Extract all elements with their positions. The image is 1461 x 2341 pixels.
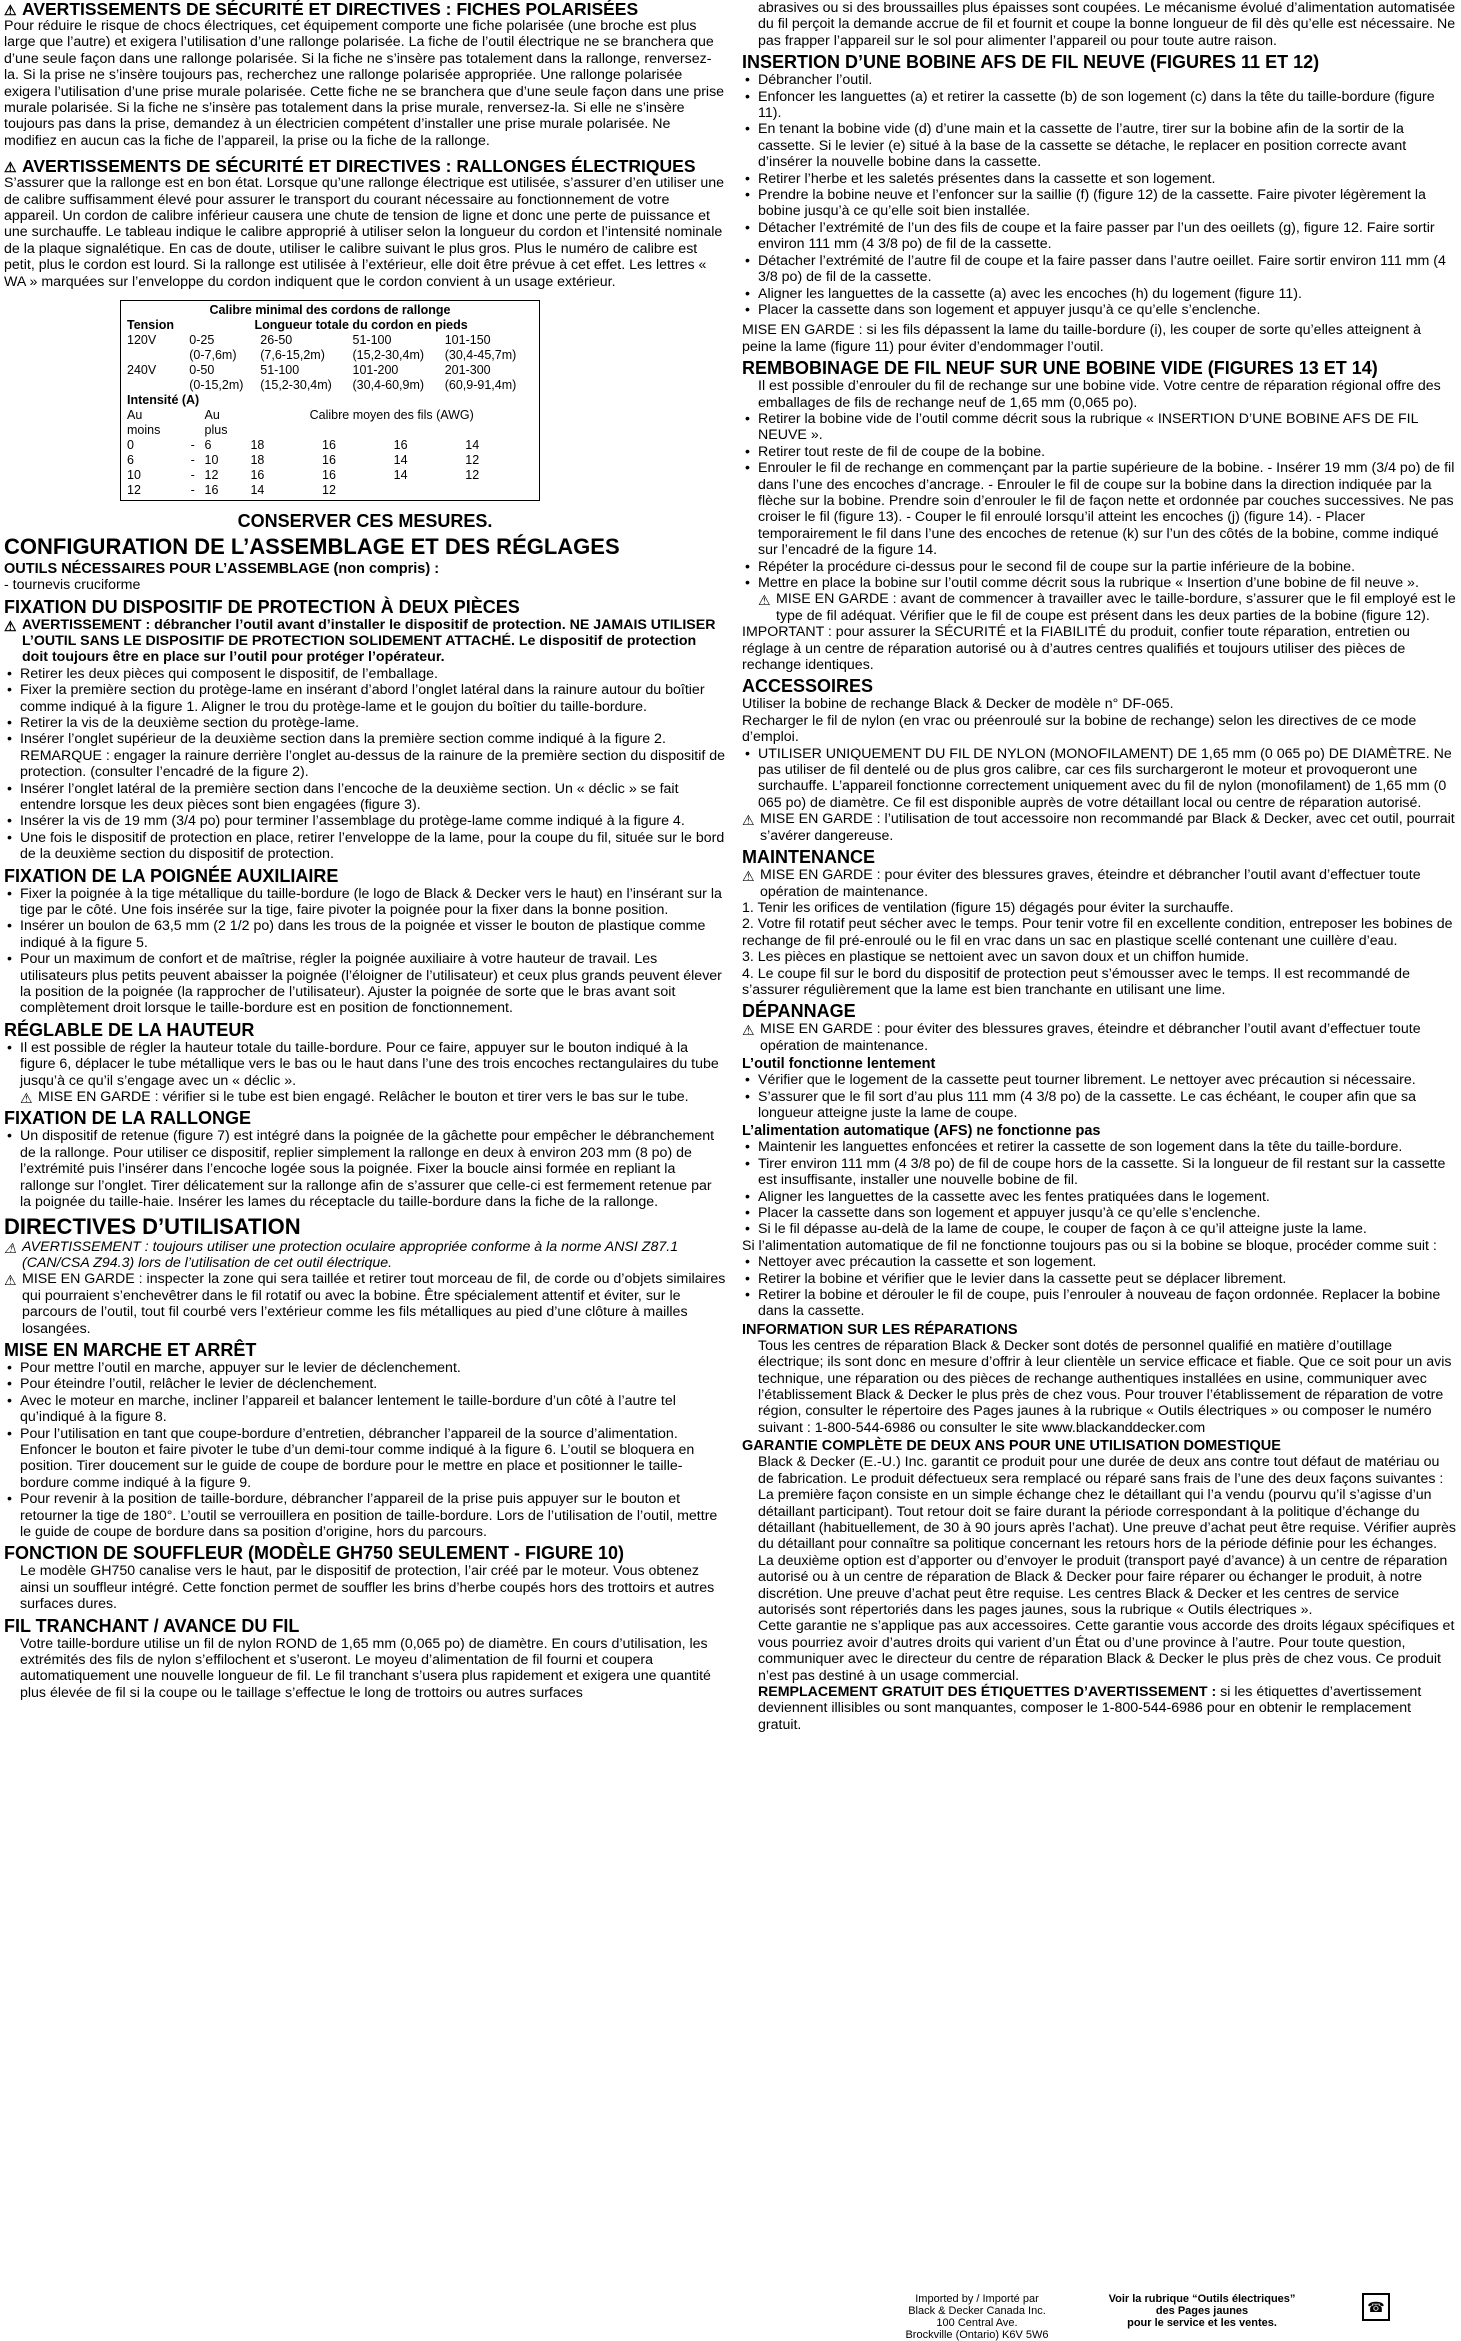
table-header-au: Au <box>204 408 220 423</box>
accessories-list <box>742 746 1456 812</box>
operation-heading: DIRECTIVES D’UTILISATION <box>4 1213 301 1239</box>
list-item: • En tenant la bobine vide (d) d’une main et la cassette de l’autre, tirer sur la bobine afin de la sortir de la cassette. Si le levier (e) situé à la base de la cassette se détache, le replacer en position correcte avant d’insérer la nouvelle bobine dans la cassette. <box>742 121 1456 170</box>
list-item: • Retirer la vis de la deuxième section du protège-lame. <box>4 715 726 731</box>
list-item: • Aligner les languettes de la cassette (a) avec les encoches (h) du logement (figure 11). <box>742 286 1456 302</box>
warranty-p4: Cette garantie ne s’applique pas aux accessoires. Cette garantie vous accorde des droits légaux spécifiques et vous pourriez avoir d’autres droits qui varient d’un État ou d’une province à l’autre. Pour toute question, communiquer avec le directeur du centre de réparation Black & Decker le plus près de chez vous. Ce produit n’est pas destiné à un usage commercial. <box>758 1618 1455 1684</box>
left-column <box>4 0 726 2297</box>
warranty-p1: Black & Decker (E.-U.) Inc. garantit ce produit pour une durée de deux ans contre tout défaut de matériau ou de fabrication. Le produit défectueux sera remplacé ou réparé sans frais de l’une des deux façons suivantes : <box>758 1454 1444 1487</box>
warranty-heading: GARANTIE COMPLÈTE DE DEUX ANS POUR UNE UTILISATION DOMESTIQUE <box>742 1438 1281 1455</box>
list-item: • Fixer la première section du protège-lame en insérant d’abord l’onglet latéral dans la rainure autour du boîtier comme indiqué à la figure 1. Aligner le trou du protège-lame et le goujon du boîtier du taille-bordure. <box>4 682 726 715</box>
maintenance-warning: ⚠ MISE EN GARDE : pour éviter des blessures graves, éteindre et débrancher l’outil avant d’effectuer toute opération de maintenance. <box>742 867 1421 900</box>
right-column <box>742 0 1456 2341</box>
spool-insert-steps <box>742 72 1456 318</box>
handle-steps <box>4 886 726 1017</box>
table-row: 0 - 6 18 16 16 14 <box>127 438 480 453</box>
list-item: • Un dispositif de retenue (figure 7) est intégré dans la poignée de la gâchette pour empêcher le débranchement de la rallonge. Pour utiliser ce dispositif, replier simplement la rallonge en deux à environ 203 mm (8 po) de l’extrémité puis l’insérer dans l’encoche logée sous la poignée. Fixer la boucle ainsi formée en repliant la rallonge sur l’onglet. Tirer délicatement sur la rallonge afin de s’assurer que celle-ci est fermement retenue par la poignée du taille-haie. Insérer les lames du réceptacle du taille-bordure dans la fiche de la rallonge. <box>4 1128 726 1210</box>
warning-triangle-icon: ⚠ <box>4 159 17 176</box>
tools-heading: OUTILS NÉCESSAIRES POUR L’ASSEMBLAGE (non compris) : <box>4 561 440 578</box>
list-item: • Avec le moteur en marche, incliner l’appareil et balancer lentement le taille-bordure d’un côté à l’autre tel qu’indiqué à la figure 8. <box>4 1393 726 1426</box>
list-item: • Retirer l’herbe et les saletés présentes dans la cassette et son logement. <box>742 171 1456 187</box>
cord-retainer-heading: FIXATION DE LA RALLONGE <box>4 1108 251 1129</box>
list-item: • Vérifier que le logement de la cassette peut tourner librement. Le nettoyer avec précaution si nécessaire. <box>742 1072 1456 1088</box>
afs-steps <box>742 1139 1456 1237</box>
list-item: • Pour l’utilisation en tant que coupe-bordure d’entretien, débrancher l’appareil de la source d’alimentation. Enfoncer le bouton et faire pivoter le tube d’un demi-tour comme indiqué à la figure 6. L’outil se bloquera en position. Tirer doucement sur le guide de coupe de bordure pour le mettre en place et positionner le taille-bordure comme indiqué à la figure 9. <box>4 1426 726 1492</box>
list-item: • Insérer un boulon de 63,5 mm (2 1/2 po) dans les trous de la poignée et visser le bouton de plastique comme indiqué à la figure 5. <box>4 918 726 951</box>
list-item: • Retirer la bobine et dérouler le fil de coupe, puis l’enrouler à nouveau de façon ordonnée. Replacer la bobine dans la cassette. <box>742 1287 1456 1320</box>
list-item: • Placer la cassette dans son logement et appuyer jusqu’à ce qu’elle s’enclenche. <box>742 302 1456 318</box>
warning-triangle-icon: ⚠ <box>4 2 17 18</box>
warning-triangle-icon: ⚠ <box>742 1022 755 1039</box>
list-item: • Si le fil dépasse au-delà de la lame de coupe, le couper de façon à ce qu’il atteigne juste la lame. <box>742 1221 1456 1237</box>
warning-triangle-icon: ⚠ <box>4 1239 17 1256</box>
list-item: 3. Les pièces en plastique se nettoient avec un savon doux et un chiffon humide. <box>742 949 1249 966</box>
list-item: • Pour mettre l’outil en marche, appuyer sur le levier de déclenchement. <box>4 1360 726 1376</box>
list-item: • Détacher l’extrémité de l’un des fils de coupe et la faire passer par l’un des oeillets (g), figure 12. Faire sortir environ 111 mm (4 3/8 po) de fil de la cassette. <box>742 220 1456 253</box>
list-item: • Enfoncer les languettes (a) et retirer la cassette (b) de son logement (c) dans la tête du taille-bordure (figure 11). <box>742 89 1456 122</box>
table-row: (0-15,2m) (15,2-30,4m) (30,4-60,9m) (60,9-91,4m) <box>189 378 517 393</box>
label-replacement: REMPLACEMENT GRATUIT DES ÉTIQUETTES D’AVERTISSEMENT : si les étiquettes d’avertissement deviennent illisibles ou sont manquantes, composer le 1-800-544-6986 pour en obtenir le remplacement gratuit. <box>758 1683 1422 1733</box>
list-item: • Insérer la vis de 19 mm (3/4 po) pour terminer l’assemblage du protège-lame comme indiqué à la figure 4. <box>4 813 726 829</box>
table-header-amp: Intensité (A) <box>127 393 200 408</box>
rewind-heading: REMBOBINAGE DE FIL NEUF SUR UNE BOBINE VIDE (FIGURES 13 ET 14) <box>742 358 1378 379</box>
afs-note: Si l’alimentation automatique de fil ne fonctionne toujours pas ou si la bobine se bloque, procéder comme suit : <box>742 1237 1437 1254</box>
list-item: • Détacher l’extrémité de l’autre fil de coupe et la faire passer dans l’autre oeillet. Faire sortir environ 111 mm (4 3/8 po) de fil de la cassette. <box>742 253 1456 286</box>
warning-triangle-icon: ⚠ <box>758 592 771 609</box>
height-steps <box>4 1040 726 1089</box>
list-item: • Aligner les languettes de la cassette avec les fentes pratiquées dans le logement. <box>742 1189 1456 1205</box>
height-heading: RÉGLABLE DE LA HAUTEUR <box>4 1019 255 1040</box>
table-row: 120V 0-25 26-50 51-100 101-150 <box>127 333 491 348</box>
list-item: • Retirer la bobine vide de l’outil comme décrit sous la rubrique « INSERTION D’UNE BOBINE AFS DE FIL NEUVE ». <box>742 411 1456 444</box>
slow-tool-steps <box>742 1072 1456 1121</box>
handle-heading: FIXATION DE LA POIGNÉE AUXILIAIRE <box>4 865 339 886</box>
list-item: 2. Votre fil rotatif peut sécher avec le temps. Pour tenir votre fil en excellente condition, entreposer les bobines de rechange de fil pré-enroulé ou le fil en vrac dans un sac en plastique scellé contenant une cuillère d’eau. <box>742 916 1453 949</box>
list-item: • Répéter la procédure ci-dessus pour le second fil de coupe sur la partie inférieure de la bobine. <box>742 559 1456 575</box>
afs-heading: L’alimentation automatique (AFS) ne fonctionne pas <box>742 1123 1101 1140</box>
troubleshooting-heading: DÉPANNAGE <box>742 1001 856 1022</box>
table-row: 6 - 10 18 16 14 12 <box>127 453 480 468</box>
cord-retainer-steps <box>4 1128 726 1210</box>
rewind-intro: Il est possible d’enrouler du fil de rechange sur une bobine vide. Votre centre de réparation régional offre des emballages de fils de rechange neuf de 1,65 mm (0,065 po). <box>758 378 1441 411</box>
extension-cord-heading: ⚠ AVERTISSEMENTS DE SÉCURITÉ ET DIRECTIVES : RALLONGES ÉLECTRIQUES <box>4 156 696 177</box>
guard-heading: FIXATION DU DISPOSITIF DE PROTECTION À DEUX PIÈCES <box>4 596 520 617</box>
important-note: IMPORTANT : pour assurer la SÉCURITÉ et la FIABILITÉ du produit, confier toute réparation, entretien ou réglage à un centre de réparation autorisé ou à d’autres centres qualifiés et toujours utiliser des pièces de rechange identiques. <box>742 624 1410 674</box>
inspect-area-warning: ⚠ MISE EN GARDE : inspecter la zone qui sera taillée et retirer tout morceau de fil, de corde ou d’objets similaires qui pourraient s’enchevêtrer dans le fil rotatif ou avec la bobine. Être spécialement attentif et éviter, sur le parcours de l’outil, tout fil courbé vers l’extérieur comme les fils métalliques au pied d’une clôture à mailles losangées. <box>4 1271 726 1337</box>
list-item: • Prendre la bobine neuve et l’enfoncer sur la saillie (f) (figure 12) de la cassette. Faire pivoter légèrement la bobine jusqu’à ce qu’elle soit bien installée. <box>742 187 1456 220</box>
list-item: • Tirer environ 111 mm (4 3/8 po) de fil de coupe hors de la cassette. Si la longueur de fil restant sur la cassette est insuffisante, installer une nouvelle bobine de fil. <box>742 1156 1456 1189</box>
list-item: • S’assurer que le fil sort d’au plus 111 mm (4 3/8 po) de la cassette. Le cas échéant, le couper afin que sa longueur atteigne juste la lame de coupe. <box>742 1089 1456 1122</box>
list-item: • Retirer les deux pièces qui composent le dispositif, de l’emballage. <box>4 666 726 682</box>
list-item: • Insérer l’onglet latéral de la première section dans l’encoche de la deuxième section. Un « déclic » se fait entendre lorsque les deux pièces sont bien engagées (figure 3). <box>4 781 726 814</box>
accessories-body-1: Utiliser la bobine de rechange Black & Decker de modèle n° DF-065. <box>742 696 1174 713</box>
table-row: 12 - 16 14 12 <box>127 483 336 498</box>
spool-insert-warning: MISE EN GARDE : si les fils dépassent la lame du taille-bordure (i), les couper de sorte qu’elles atteignent à peine la lame (figure 11) pour éviter d’endommager l’outil. <box>742 322 1421 355</box>
list-item: • Pour un maximum de confort et de maîtrise, régler la poignée auxiliaire à votre hauteur de travail. Les utilisateurs plus petits peuvent abaisser la poignée (l’éloigner de l’utilisateur) et ceux plus grands peuvent élever la position de la poignée (la rapprocher de l’utilisateur). Ajuster la poignée de sorte que le bras avant soit complètement droit lorsque le taille-bordure est en position de fonctionnement. <box>4 951 726 1017</box>
list-item: • Mettre en place la bobine sur l’outil comme décrit sous la rubrique « Insertion d’une bobine de fil neuve ». <box>742 575 1456 591</box>
accessories-body-2: Recharger le fil de nylon (en vrac ou préenroulé sur la bobine de rechange) selon les directives de ce mode d’emploi. <box>742 712 1417 746</box>
accessories-heading: ACCESSOIRES <box>742 676 874 697</box>
rewind-warning: ⚠ MISE EN GARDE : avant de commencer à travailler avec le taille-bordure, s’assurer que le fil employé est le type de fil adéquat. Vérifier que le fil de coupe est présent dans les deux parties de la bobine (figure 12). <box>758 591 1456 624</box>
yellow-pages-note: Voir la rubrique “Outils électriques” des Pages jaunes pour le service et les ventes. <box>1108 2293 1296 2329</box>
polarized-plug-body: Pour réduire le risque de chocs électriques, cet équipement comporte une fiche polarisée (une broche est plus large que l’autre) et exigera l’utilisation d’une rallonge polarisée. La fiche de l’outil électrique ne se branchera que d’une seule façon dans une rallonge polarisée. Si la fiche ne s’insère pas totalement dans la rallonge, renversez-la. Si la prise ne s’insère toujours pas, recherchez une rallonge polarisée appropriée. Une rallonge polarisée exigera l’utilisation d’une prise murale polarisée. Cette fiche ne se branchera que d’une seule façon dans une prise murale polarisée. Si la fiche ne s’insère pas totalement dans la prise murale, renversez-la. Si elle ne s’insère toujours pas dans la prise, demandez à un électricien compétent d’installer une prise murale polarisée. Ne modifiez en aucun cas la fiche de l’appareil, la prise ou la fiche de la rallonge. <box>4 18 725 149</box>
blower-heading: FONCTION DE SOUFFLEUR (MODÈLE GH750 SEULEMENT - FIGURE 10) <box>4 1543 625 1564</box>
list-item: • Pour revenir à la position de taille-bordure, débrancher l’appareil de la prise puis appuyer sur le bouton et retourner la tige de 180°. L’outil se verrouillera en position de taille-bordure. Lors de l’utilisation de l’outil, mettre le guide de coupe de bordure dans sa position d’origine, hors du parcours. <box>4 1491 726 1540</box>
list-item: • Débrancher l’outil. <box>742 72 1456 88</box>
phonebook-icon: ☎ <box>1362 2293 1390 2321</box>
list-item: • Retirer la bobine et vérifier que le levier dans la cassette peut se déplacer librement. <box>742 1271 1456 1287</box>
repair-info-heading: INFORMATION SUR LES RÉPARATIONS <box>742 1321 1018 1338</box>
table-header-au: Au <box>127 408 143 423</box>
table-row: (0-7,6m) (7,6-15,2m) (15,2-30,4m) (30,4-45,7m) <box>189 348 517 363</box>
line-feed-body: Votre taille-bordure utilise un fil de nylon ROND de 1,65 mm (0,065 po) de diamètre. En cours d’utilisation, les extrémités des fils de nylon s’effilochent et s’useront. Le moyeu d’alimentation de fil fourni et coupera automatiquement une nouvelle longueur de fil. Le fil tranchant s’usera plus rapidement et exigera une quantité plus élevée de fil si la coupe ou le taillage s’effectue le long de trottoirs ou autres surfaces <box>20 1635 711 1701</box>
warning-triangle-icon: ⚠ <box>4 1272 17 1289</box>
list-item: 4. Le coupe fil sur le bord du dispositif de protection peut s’émousser avec le temps. Il est recommandé de s’assurer régulièrement que la lame est bien tranchante en utilisant une lime. <box>742 965 1410 998</box>
afs-steps-2 <box>742 1254 1456 1320</box>
repair-info-body: Tous les centres de réparation Black & Decker sont dotés de personnel qualifié en matière d’outillage électrique; ils sont donc en mesure d’offrir à leur clientèle un service efficace et fiable. Que ce soit pour un avis technique, une réparation ou des pièces de rechange authentiques installées en usine, communiquer avec l’établissement Black & Decker le plus près de chez vous. Pour trouver l’établissement de réparation de votre région, consulter le répertoire des Pages jaunes à la rubrique « Outils électriques » ou composer le numéro suivant : 1-800-544-6986 ou consulter le site www.blackanddecker.com <box>758 1337 1452 1436</box>
line-feed-heading: FIL TRANCHANT / AVANCE DU FIL <box>4 1615 300 1636</box>
cord-gauge-table <box>120 300 540 501</box>
list-item: • Une fois le dispositif de protection en place, retirer l’enveloppe de la lame, pour la coupe du fil, située sur le bord de la deuxième section du dispositif de protection. <box>4 830 726 863</box>
list-item: • Nettoyer avec précaution la cassette et son logement. <box>742 1254 1456 1270</box>
rewind-steps <box>742 411 1456 591</box>
extension-cord-body: S’assurer que la rallonge est en bon état. Lorsque qu’une rallonge électrique est utilisée, s’assurer d’en utiliser une de calibre suffisamment élevé pour assurer le transport du courant nécessaire au fonctionnement de votre appareil. Un cordon de calibre inférieur causera une chute de tension de ligne et donc une perte de puissance et une surchauffe. Le tableau indique le calibre approprié à utiliser selon la longueur du cordon et l’intensité nominale de la plaque signalétique. En cas de doute, utiliser le calibre suivant le plus gros. Plus le numéro de calibre est petit, plus le cordon est lourd. Si la rallonge est utilisée à l’extérieur, elle doit être prévue à cet effet. Les lettres « WA » marquées sur l’enveloppe du cordon indiquent que le cordon convient à un usage extérieur. <box>4 175 725 290</box>
eye-protection-warning: ⚠ AVERTISSEMENT : toujours utiliser une protection oculaire appropriée conforme à la norme ANSI Z87.1 (CAN/CSA Z94.3) lors de l’utilisation de cet outil électrique. <box>4 1238 679 1271</box>
warranty-p2: La première façon consiste en un simple échange chez le détaillant qui l’a vendu (pourvu qu’il s’agisse d’un détaillant participant). Tout retour doit se faire durant la période correspondant à la politique d’échange du détaillant (habituellement, de 30 à 90 jours après l’achat). Une preuve d’achat peut être requise. Vérifier auprès du détaillant pour connaître sa politique concernant les retours hors de la période définie pour les échanges. <box>758 1487 1456 1553</box>
warning-triangle-icon: ⚠ <box>4 617 17 634</box>
table-row: 240V 0-50 51-100 101-200 201-300 <box>127 363 491 378</box>
warning-triangle-icon: ⚠ <box>20 1090 33 1107</box>
save-instructions: CONSERVER CES MESURES. <box>237 511 493 532</box>
warranty-p3: La deuxième option est d’apporter ou d’envoyer le produit (transport payé d’avance) à un centre de réparation autorisé ou à un centre de réparation de Black & Decker pour faire réparer ou échanger le produit, à notre discrétion. Une preuve d’achat peut être requise. Les centres Black & Decker et les centres de service autorisés sont répertoriés dans les pages jaunes, sous la rubrique « Outils électriques ». <box>758 1552 1448 1618</box>
list-item: 1. Tenir les orifices de ventilation (figure 15) dégagés pour éviter la surchauffe. <box>742 899 1234 916</box>
list-item: • Il est possible de régler la hauteur totale du taille-bordure. Pour ce faire, appuyer sur le bouton indiqué à la figure 6, déplacer le tube métallique vers le bas ou le haut dans l’une des trois encoches rectangulaires du tube jusqu’à ce qu’il s’engage avec un « déclic ». <box>4 1040 726 1089</box>
guard-warning: ⚠ AVERTISSEMENT : débrancher l’outil avant d’installer le dispositif de protection. NE JAMAIS UTILISER L’OUTIL SANS LE DISPOSITIF DE PROTECTION SOLIDEMENT ATTACHÉ. Le dispositif de protection doit toujours être en place sur l’outil pour protéger l’opérateur. <box>4 616 716 666</box>
height-warning: ⚠ MISE EN GARDE : vérifier si le tube est bien engagé. Relâcher le bouton et tirer vers le bas sur le tube. <box>20 1089 689 1107</box>
list-item: • Pour éteindre l’outil, relâcher le levier de déclenchement. <box>4 1376 726 1392</box>
table-title: Calibre minimal des cordons de rallonge <box>209 303 451 318</box>
warning-triangle-icon: ⚠ <box>742 868 755 885</box>
blower-body: Le modèle GH750 canalise vers le haut, par le dispositif de protection, l’air créé par le moteur. Vous obtenez ainsi un souffleur intégré. Cette fonction permet de souffler les brins d’herbe coupés hors des trottoirs et autres surfaces dures. <box>20 1563 715 1613</box>
list-item: • Maintenir les languettes enfoncées et retirer la cassette de son logement dans la tête du taille-bordure. <box>742 1139 1456 1155</box>
table-header-plus: plus <box>204 423 228 438</box>
on-off-heading: MISE EN MARCHE ET ARRÊT <box>4 1339 257 1360</box>
line-feed-continued: abrasives ou si des broussailles plus épaisses sont coupées. Le mécanisme évolué d’alimentation automatisée du fil perçoit la demande accrue de fil et fournit et coupe la bonne longueur de fil dès qu’elle est nécessaire. Ne pas frapper l’appareil sur le sol pour alimenter l’appareil ou pour toute autre raison. <box>758 0 1456 49</box>
slow-tool-heading: L’outil fonctionne lentement <box>742 1056 936 1073</box>
table-row: 10 - 12 16 16 14 12 <box>127 468 480 483</box>
list-item: • UTILISER UNIQUEMENT DU FIL DE NYLON (MONOFILAMENT) DE 1,65 mm (0 065 po) DE DIAMÈTRE. Ne pas utiliser de fil dentelé ou de plus gros calibre, car ces fils surchargeront le moteur et provoqueront une surchauffe. L’appareil fonctionne correctement uniquement avec du fil de nylon (monofilament) de 1,65 mm (0 065 po) de diamètre. Ce fil est disponible auprès de votre détaillant local ou centre de réparation autorisé. <box>742 746 1456 812</box>
polarized-plug-heading: ⚠ AVERTISSEMENTS DE SÉCURITÉ ET DIRECTIVES : FICHES POLARISÉES <box>4 0 639 19</box>
list-item: • Enrouler le fil de rechange en commençant par la partie supérieure de la bobine. - Insérer 19 mm (3/4 po) de fil dans l’une des encoches d’ancrage. - Enrouler le fil de coupe sur la bobine dans la direction indiquée par la flèche sur la bobine. Prendre soin d’enrouler le fil de façon nette et ordonnée par couches successives. Ne pas croiser le fil (figure 13). - Couper le fil enroulé lorsqu’il atteint les encoches (j) (figure 14). - Placer temporairement le fil dans l’une des encoches de retenue (k) sur l’un des côtés de la bobine, comme indiqué sur l’encadré de la figure 14. <box>742 460 1456 558</box>
on-off-steps <box>4 1360 726 1540</box>
list-item: • Fixer la poignée à la tige métallique du taille-bordure (le logo de Black & Decker vers le haut) en l’insérant sur la tige par le côté. Une fois insérée sur la tige, faire pivoter la poignée pour la fixer dans la bonne position. <box>4 886 726 919</box>
spool-insert-heading: INSERTION D’UNE BOBINE AFS DE FIL NEUVE (FIGURES 11 ET 12) <box>742 52 1320 73</box>
troubleshooting-warning: ⚠ MISE EN GARDE : pour éviter des blessures graves, éteindre et débrancher l’outil avant d’effectuer toute opération de maintenance. <box>742 1021 1421 1054</box>
importer-info: Imported by / Importé par Black & Decker Canada Inc. 100 Central Ave. Brockville (Ontario) K6V 5W6 <box>905 2293 1049 2341</box>
table-header-moins: moins <box>127 423 161 438</box>
assembly-heading: CONFIGURATION DE L’ASSEMBLAGE ET DES RÉGLAGES <box>4 534 620 560</box>
warning-triangle-icon: ⚠ <box>742 812 755 829</box>
list-item: • Insérer l’onglet supérieur de la deuxième section dans la première section comme indiqué à la figure 2. REMARQUE : engager la rainure derrière l’onglet au-dessus de la rainure de la première section du dispositif de protection. (consulter l’encadré de la figure 2). <box>4 731 726 780</box>
maintenance-heading: MAINTENANCE <box>742 847 875 868</box>
list-item: • Retirer tout reste de fil de coupe de la bobine. <box>742 444 1456 460</box>
list-item: • Placer la cassette dans son logement et appuyer jusqu’à ce qu’elle s’enclenche. <box>742 1205 1456 1221</box>
table-header-awg: Calibre moyen des fils (AWG) <box>309 408 474 423</box>
table-header-tension: Tension <box>127 318 174 333</box>
tools-item: - tournevis cruciforme <box>4 577 141 594</box>
guard-steps <box>4 666 726 863</box>
accessories-warning: ⚠ MISE EN GARDE : l’utilisation de tout accessoire non recommandé par Black & Decker, avec cet outil, pourrait s’avérer dangereuse. <box>742 811 1455 844</box>
table-header-length: Longueur totale du cordon en pieds <box>254 318 468 333</box>
